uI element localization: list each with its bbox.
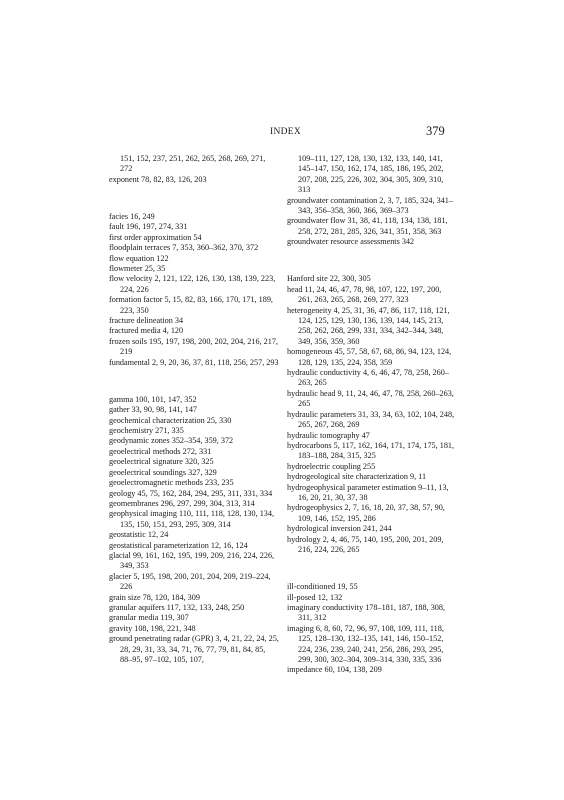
index-entry: heterogeneity 4, 25, 31, 36, 47, 86, 117, 118, 121, 124, 125, 129, 130, 136, 139, 144, 145, 213, 258, 262, 268, 299, 331, 334, 342–344, 348, 349, 356, 359, 360 — [287, 305, 450, 346]
index-entry: flow equation 122 — [109, 253, 169, 263]
index-entry: geodynamic zones 352–354, 359, 372 — [109, 436, 234, 446]
index-entry: glacier 5, 195, 198, 200, 201, 204, 209, 219–224, 226 — [109, 571, 271, 592]
index-entry: glacial 99, 161, 162, 195, 199, 209, 216, 224, 226, 349, 353 — [109, 550, 275, 571]
index-column-right — [287, 154, 457, 676]
index-entry: fault 196, 197, 274, 331 — [109, 222, 188, 232]
index-entry: facies 16, 249 — [109, 211, 155, 221]
index-column-left — [109, 154, 279, 665]
index-entry: hydrology 2, 4, 46, 75, 140, 195, 200, 201, 209, 216, 224, 226, 265 — [287, 534, 444, 554]
section-gap — [287, 564, 457, 574]
index-entry: head 11, 24, 46, 47, 78, 98, 107, 122, 197, 200, 261, 263, 265, 268, 269, 277, 323 — [287, 284, 442, 305]
index-entry-continuation: 151, 152, 237, 251, 262, 265, 268, 269, 271, 272 — [120, 154, 266, 174]
index-entry: granular media 119, 307 — [109, 613, 189, 623]
index-entry: geochemical characterization 25, 330 — [109, 415, 232, 425]
index-entry-continuation: 109–111, 127, 128, 130, 132, 133, 140, 141, 145–147, 150, 162, 174, 185, 186, 195, 202, 207, 208, 225, 226, 302, 304, 305, 309, 310, 313 — [298, 154, 444, 195]
index-entry: hydroelectric coupling 255 — [287, 461, 376, 471]
index-entry: gather 33, 90, 98, 141, 147 — [109, 405, 198, 415]
index-entry: geoelectrical methods 272, 331 — [109, 446, 212, 456]
index-entry: frozen soils 195, 197, 198, 200, 202, 204, 216, 217, 219 — [109, 336, 278, 357]
index-entry: formation factor 5, 15, 82, 83, 166, 170, 171, 189, 223, 350 — [109, 295, 273, 315]
index-entry: grain size 78, 120, 184, 309 — [109, 592, 200, 602]
index-entry: fundamental 2, 9, 20, 36, 37, 81, 118, 256, 257, 293 — [109, 357, 279, 367]
index-entry: geostatistic 12, 24 — [109, 530, 169, 540]
index-entry: geoelectrical soundings 327, 329 — [109, 467, 217, 477]
section-gap — [109, 193, 279, 203]
index-entry: flow velocity 2, 121, 122, 126, 130, 138, 139, 223, 224, 226 — [109, 274, 276, 294]
index-entry: ill-posed 12, 132 — [287, 592, 343, 602]
page-header — [0, 124, 564, 144]
index-entry: ground penetrating radar (GPR) 3, 4, 21, 22, 24, 25, 28, 29, 31, 33, 34, 71, 76, 77, 79, 81, 84, 85, 88–95, 97–102, 105, 107, — [109, 634, 279, 664]
section-gap — [109, 376, 279, 386]
index-entry: impedance 60, 104, 138, 209 — [287, 665, 382, 675]
index-entry: hydraulic parameters 31, 33, 34, 63, 102, 104, 248, 265, 267, 268, 269 — [287, 409, 455, 430]
index-entry: groundwater contamination 2, 3, 7, 185, 324, 341–343, 356–358, 360, 366, 369–373 — [287, 195, 453, 216]
index-entry: hydrocarbons 5, 117, 162, 164, 171, 174, 175, 181, 183–188, 284, 315, 325 — [287, 440, 455, 461]
index-entry: hydrogeophysical parameter estimation 9–11, 13, 16, 20, 21, 30, 37, 38 — [287, 482, 449, 502]
index-entry: ill-conditioned 19, 55 — [287, 582, 358, 592]
index-entry: hydraulic conductivity 4, 6, 46, 47, 78, 258, 260–263, 265 — [287, 368, 449, 388]
index-entry: gravity 108, 198, 221, 348 — [109, 623, 196, 633]
index-entry: geostatistical parameterization 12, 16, 124 — [109, 540, 248, 550]
index-entry: fractured media 4, 120 — [109, 326, 184, 336]
index-entry: geophysical imaging 110, 111, 118, 128, 130, 134, 135, 150, 151, 293, 295, 309, 314 — [109, 509, 275, 529]
index-entry: exponent 78, 82, 83, 126, 203 — [109, 174, 207, 184]
index-entry: geoelectromagnetic methods 233, 235 — [109, 478, 234, 488]
index-entry: hydrological inversion 241, 244 — [287, 524, 392, 534]
index-entry: groundwater flow 31, 38, 41, 118, 134, 138, 181, 258, 272, 281, 285, 326, 341, 351, 358, 363 — [287, 216, 448, 236]
index-entry: floodplain terraces 7, 353, 360–362, 370, 372 — [109, 243, 259, 253]
index-entry: imaging 6, 8, 60, 72, 96, 97, 108, 109, 111, 118, 125, 128–130, 132–135, 141, 146, 150–152, 224, 236, 239, 240, 241, 256, 286, 293, 295, 299, 300, 302–304, 309–314, 330, 335, 336 — [287, 623, 444, 664]
index-entry: flowmeter 25, 35 — [109, 264, 166, 274]
section-gap — [287, 256, 457, 266]
index-entry: gamma 100, 101, 147, 352 — [109, 394, 197, 404]
index-entry: hydraulic tomography 47 — [287, 430, 370, 440]
running-head: INDEX — [270, 127, 302, 137]
index-entry: groundwater resource assessments 342 — [287, 237, 415, 247]
page-number: 379 — [426, 124, 445, 138]
index-entry: hydrogeological site characterization 9, 11 — [287, 472, 427, 482]
index-entry: first order approximation 54 — [109, 232, 202, 242]
index-entry: Hanford site 22, 300, 305 — [287, 274, 371, 284]
index-entry: homogeneous 45, 57, 58, 67, 68, 86, 94, 123, 124, 128, 129, 135, 224, 358, 359 — [287, 347, 452, 367]
index-entry: geology 45, 75, 162, 284, 294, 295, 311, 331, 334 — [109, 488, 273, 498]
index-entry: geomembranes 296, 297, 299, 304, 313, 314 — [109, 498, 255, 508]
index-entry: hydraulic head 9, 11, 24, 46, 47, 78, 258, 260–263, 265 — [287, 388, 454, 409]
index-entry: geoelectrical signature 320, 325 — [109, 457, 214, 467]
index-entry: fracture delineation 34 — [109, 316, 184, 326]
index-entry: imaginary conductivity 178–181, 187, 188, 308, 311, 312 — [287, 602, 446, 623]
index-entry: geochemistry 271, 335 — [109, 426, 184, 436]
index-entry: hydrogeophysics 2, 7, 16, 18, 20, 37, 38, 57, 90, 109, 146, 152, 195, 286 — [287, 503, 445, 523]
index-entry: granular aquifers 117, 132, 133, 248, 250 — [109, 602, 245, 612]
